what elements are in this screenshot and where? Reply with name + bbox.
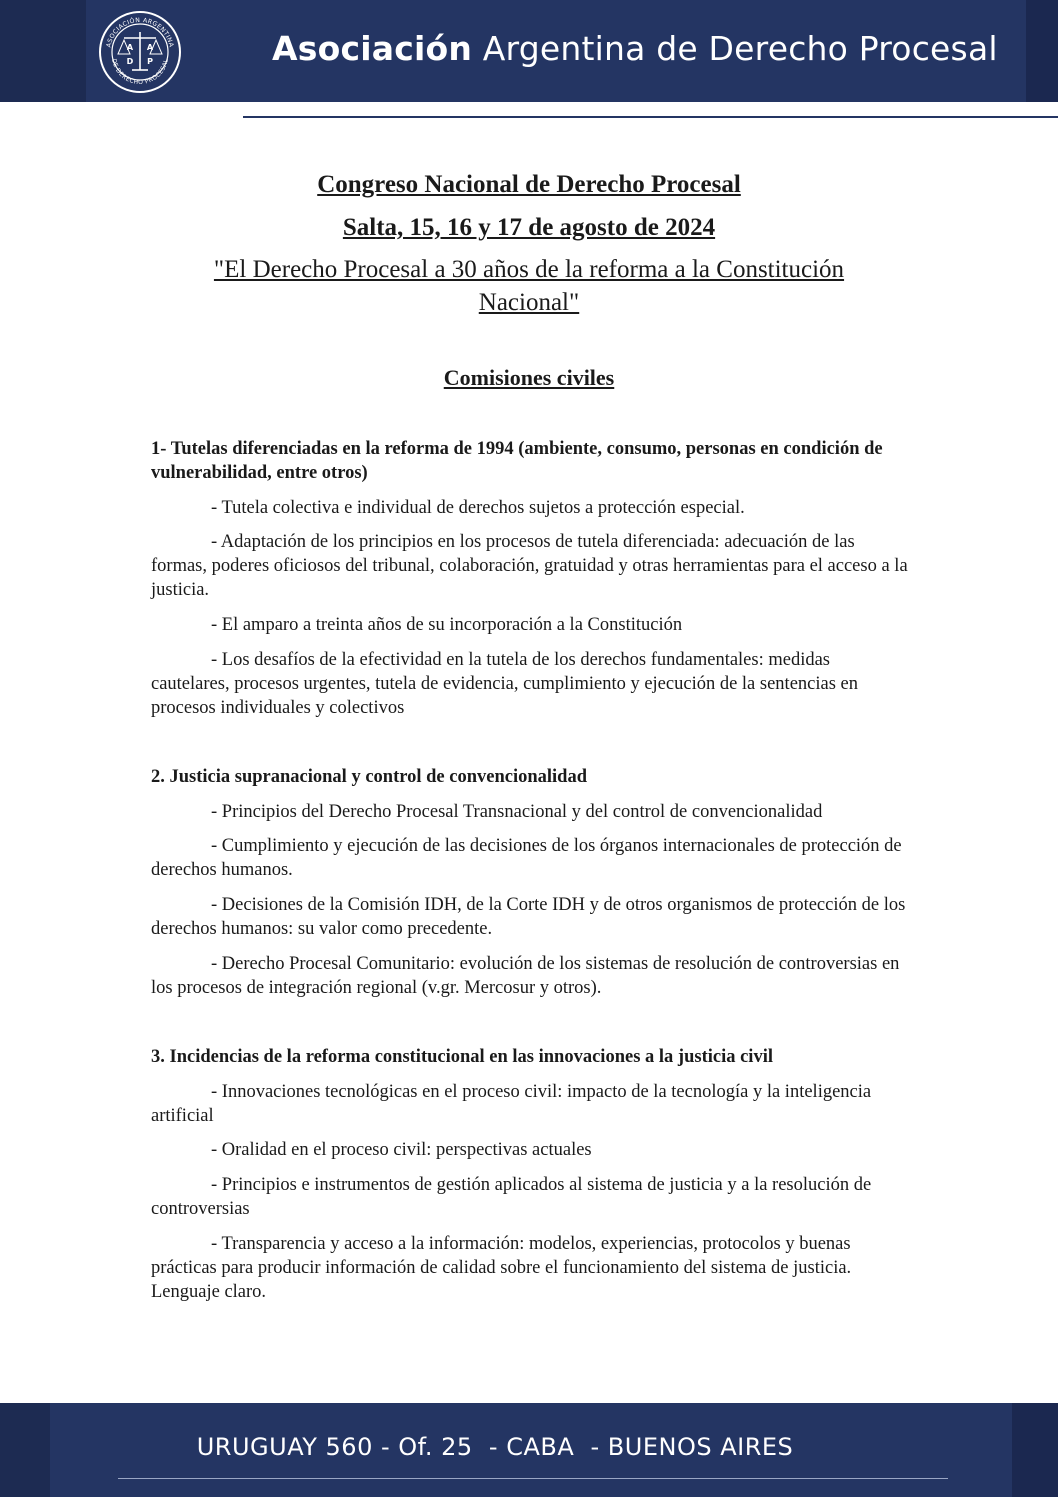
footer-divider	[118, 1478, 948, 1479]
header-right-shade	[1026, 0, 1058, 102]
section-1-item-2: - Adaptación de los principios en los procesos de tutela diferenciada: adecuación de las formas, poderes oficiosos del tribunal, colaboración, gratuidad y otras herramientas para el acceso a la justicia.	[151, 532, 908, 600]
section-3-item-4: - Transparencia y acceso a la información: modelos, experiencias, protocolos y buenas prácticas para producir información de calidad sobre el funcionamiento del sistema de justicia. Lenguaje claro.	[151, 1234, 852, 1302]
section-2-item-4: - Derecho Procesal Comunitario: evolución de los sistemas de resolución de controversias en los procesos de integración regional (v.gr. Mercosur y otros).	[151, 954, 900, 998]
logo-letter-1: A	[126, 43, 134, 52]
section-2-item-3: - Decisiones de la Comisión IDH, de la Corte IDH y de otros organismos de protección de los derechos humanos: su valor como precedente.	[151, 895, 906, 939]
logo-text-top: ASOCIACIÓN ARGENTINA	[105, 16, 175, 49]
organization-title	[272, 24, 998, 74]
congress-title: Congreso Nacional de Derecho Procesal	[317, 171, 741, 198]
section-heading-3: 3. Incidencias de la reforma constitucional en las innovaciones a la justicia civil	[151, 1047, 773, 1067]
section-heading-1: 1- Tutelas diferenciadas en la reforma de 1994 (ambiente, consumo, personas en condición de vulnerabilidad, entre otros)	[151, 439, 883, 483]
footer-right-shade	[1012, 1403, 1058, 1497]
section-3-item-2: - Oralidad en el proceso civil: perspectivas actuales	[211, 1140, 592, 1160]
section-2-item-1: - Principios del Derecho Procesal Transnacional y del control de convencionalidad	[211, 802, 823, 822]
header-left-shade	[0, 0, 86, 102]
organization-title-rest: Argentina de Derecho Procesal	[482, 29, 998, 68]
section-1-item-4: - Los desafíos de la efectividad en la tutela de los derechos fundamentales: medidas cautelares, procesos urgentes, tutela de evidencia, cumplimiento y ejecución de la sentencias en procesos individuales y colectivos	[151, 650, 859, 718]
section-3-item-1: - Innovaciones tecnológicas en el proceso civil: impacto de la tecnología y la inteligencia artificial	[151, 1082, 872, 1126]
congress-theme: "El Derecho Procesal a 30 años de la reforma a la Constitución Nacional"	[213, 256, 845, 316]
association-logo	[98, 10, 182, 94]
header-divider	[243, 116, 1058, 118]
logo-letter-4: P	[147, 57, 153, 66]
logo-text-bottom: DE DERECHO PROCESAL	[110, 58, 170, 87]
commission-heading: Comisiones civiles	[443, 365, 615, 390]
section-3-item-3: - Principios e instrumentos de gestión aplicados al sistema de justicia y a la resolución de controversias	[151, 1175, 872, 1219]
organization-title-bold: Asociación	[272, 29, 473, 68]
logo-letter-3: D	[126, 57, 134, 66]
section-1-item-1: - Tutela colectiva e individual de derechos sujetos a protección especial.	[211, 498, 745, 518]
congress-date-location: Salta, 15, 16 y 17 de agosto de 2024	[342, 214, 716, 241]
section-1-item-3: - El amparo a treinta años de su incorporación a la Constitución	[211, 615, 683, 635]
section-2-item-2: - Cumplimiento y ejecución de las decisiones de los órganos internacionales de protección de derechos humanos.	[151, 836, 902, 880]
logo-letter-2: A	[146, 43, 154, 52]
footer-address: URUGUAY 560 - Of. 25 - CABA - BUENOS AIRES	[196, 1433, 794, 1461]
section-heading-2: 2. Justicia supranacional y control de convencionalidad	[151, 767, 587, 787]
